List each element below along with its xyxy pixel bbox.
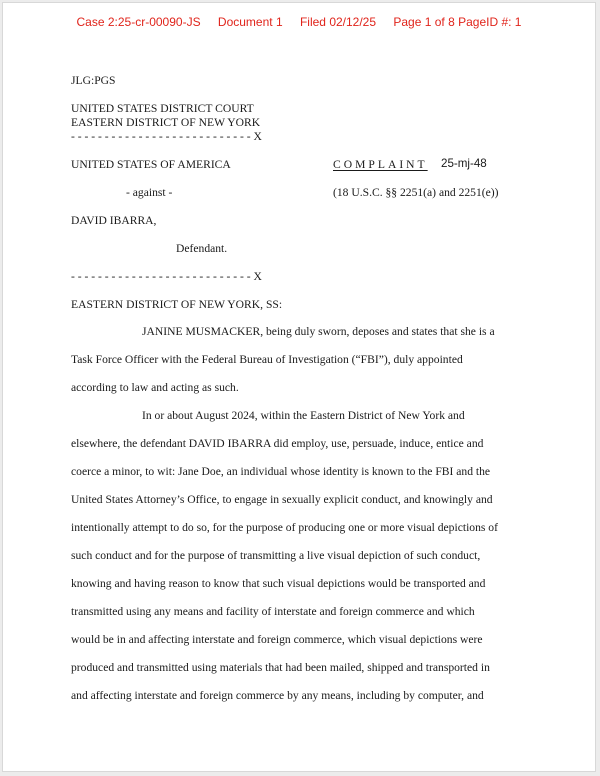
body-line: knowing and having reason to know that such visual depictions would be transported and — [71, 577, 486, 590]
case-number: Case 2:25-cr-00090-JS — [76, 15, 201, 29]
body-line: would be in and affecting interstate and foreign commerce, which visual depictions were — [71, 633, 483, 646]
filed-date: Filed 02/12/25 — [299, 15, 377, 29]
attorney-initials: JLG:PGS — [71, 74, 116, 87]
body-line: Task Force Officer with the Federal Bureau of Investigation (“FBI”), duly appointed — [71, 353, 463, 366]
defendant-name: DAVID IBARRA, — [71, 214, 157, 227]
plaintiff-name: UNITED STATES OF AMERICA — [71, 158, 231, 171]
body-line: according to law and acting as such. — [71, 381, 239, 394]
against-label: - against - — [126, 186, 173, 199]
defendant-label: Defendant. — [176, 242, 228, 255]
court-name: UNITED STATES DISTRICT COURT — [71, 102, 254, 115]
body-line: JANINE MUSMACKER, being duly sworn, deposes and states that she is a — [142, 325, 495, 338]
venue-line: EASTERN DISTRICT OF NEW YORK, SS: — [71, 298, 283, 311]
body-line: coerce a minor, to wit: Jane Doe, an individual whose identity is known to the FBI and the — [71, 465, 491, 478]
statute-citation: (18 U.S.C. §§ 2251(a) and 2251(e)) — [333, 186, 499, 199]
body-line: elsewhere, the defendant DAVID IBARRA did employ, use, persuade, induce, entice and — [71, 437, 484, 450]
body-line: In or about August 2024, within the Eastern District of New York and — [142, 409, 465, 422]
document-number: Document 1 — [217, 15, 283, 29]
caption-separator-top: - - - - - - - - - - - - - - - - - - - - - - - - - - - X — [71, 130, 262, 143]
caption-separator-bottom: - - - - - - - - - - - - - - - - - - - - - - - - - - - X — [71, 270, 262, 283]
body-line: such conduct and for the purpose of transmitting a live visual depiction of such conduct, — [71, 549, 481, 562]
ecf-header-stamp — [3, 15, 595, 29]
body-line: intentionally attempt to do so, for the purpose of producing one or more visual depictions of — [71, 521, 498, 534]
document-page — [2, 2, 596, 772]
document-title: COMPLAINT — [333, 158, 428, 171]
body-line: produced and transmitted using materials that had been mailed, shipped and transported in — [71, 661, 490, 674]
body-line: and affecting interstate and foreign commerce by any means, including by computer, and — [71, 689, 484, 702]
court-district: EASTERN DISTRICT OF NEW YORK — [71, 116, 261, 129]
body-line: United States Attorney’s Office, to engage in sexually explicit conduct, and knowingly and — [71, 493, 493, 506]
docket-number: 25-mj-48 — [441, 157, 487, 170]
page-info: Page 1 of 8 PageID #: 1 — [393, 15, 522, 29]
body-line: transmitted using any means and facility of interstate and foreign commerce and which — [71, 605, 475, 618]
